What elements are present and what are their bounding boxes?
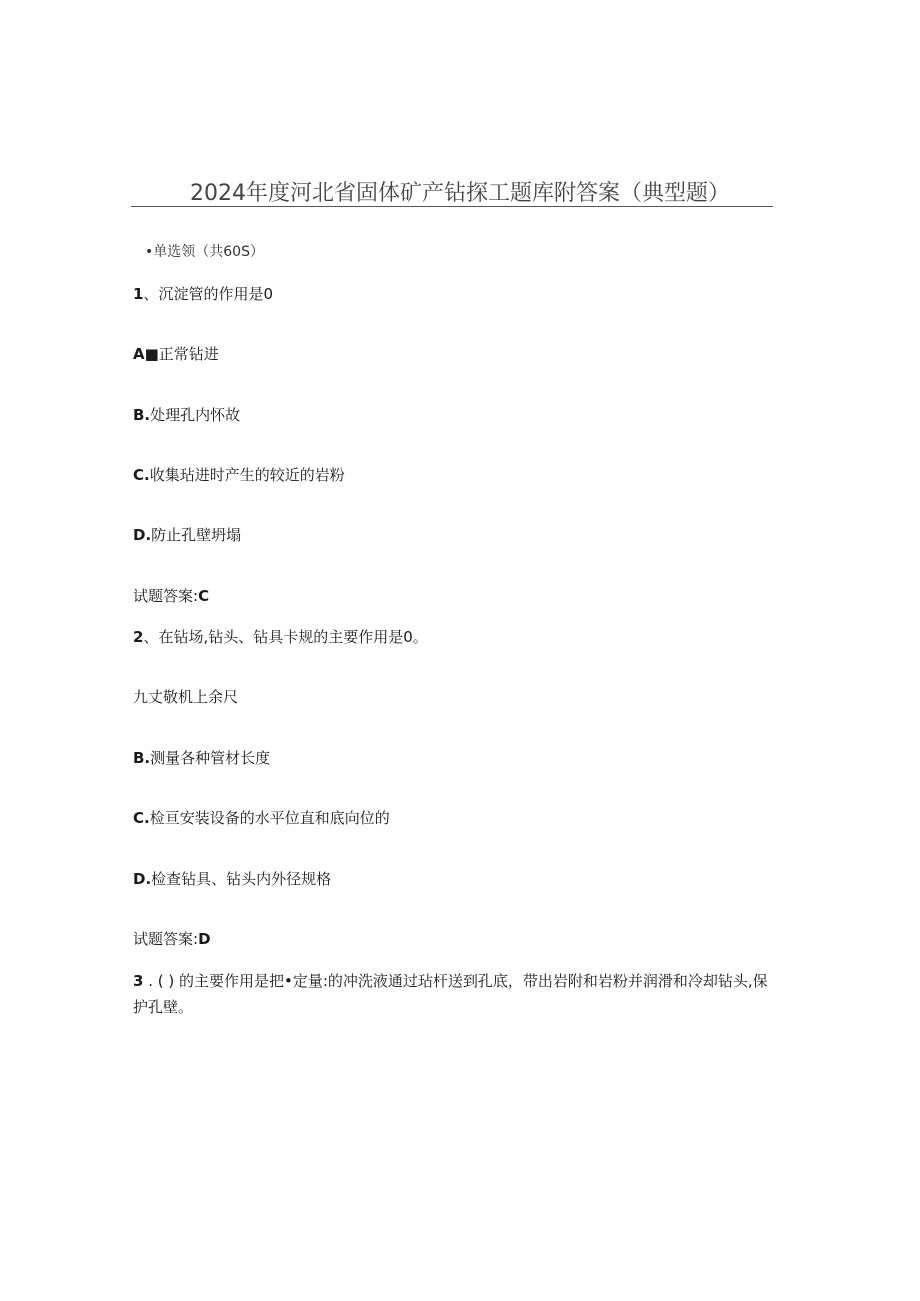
question-2-option-d bbox=[133, 869, 331, 889]
question-2-stem bbox=[133, 627, 428, 647]
question-2-option-c bbox=[133, 808, 390, 828]
section-heading: •单选领（共60S） bbox=[145, 244, 264, 260]
question-1-option-c bbox=[133, 465, 345, 485]
option-text: 处理孔内怀故 bbox=[150, 406, 241, 424]
question-1-answer bbox=[133, 586, 209, 606]
question-3-stem bbox=[133, 968, 773, 1020]
option-text: 检亘安装设备的水平位直和底向位的 bbox=[149, 809, 390, 827]
option-letter: C. bbox=[133, 809, 150, 827]
option-text: 收集玷进时产生的较近的岩粉 bbox=[149, 466, 345, 484]
option-text: 防止孔壁坍塌 bbox=[151, 526, 242, 544]
title-divider bbox=[131, 206, 773, 207]
answer-label: 试题答案: bbox=[133, 587, 199, 605]
option-text: 九丈敬机上余尺 bbox=[133, 688, 239, 706]
answer-label: 试题答案: bbox=[133, 930, 199, 948]
option-letter: B. bbox=[133, 749, 151, 767]
question-1-number: 1 bbox=[133, 285, 144, 303]
option-letter: B. bbox=[133, 406, 151, 424]
answer-value: D bbox=[198, 930, 211, 948]
question-2-answer bbox=[133, 929, 211, 949]
question-2-number: 2 bbox=[133, 628, 144, 646]
question-1-option-d bbox=[133, 525, 241, 545]
question-2-option-b bbox=[133, 748, 270, 768]
option-letter: D. bbox=[133, 870, 152, 888]
document-title: 2024年度河北省固体矿产钻探工题库附答案（典型题） bbox=[190, 181, 730, 206]
option-text: 正常钻进 bbox=[158, 345, 219, 363]
option-letter: D. bbox=[133, 526, 152, 544]
question-3-number: 3 bbox=[133, 972, 144, 990]
option-letter: A■ bbox=[133, 345, 159, 363]
question-2-option-a bbox=[133, 687, 238, 707]
option-text: 测量各种管材长度 bbox=[150, 749, 271, 767]
question-1-option-b bbox=[133, 405, 240, 425]
question-3-text: . ( ) 的主要作用是把•定量:的冲洗液通过玷杆送到孔底，带出岩附和岩粉并润滑和冷却钻头,保护孔壁。 bbox=[133, 972, 768, 1016]
question-2-text: 、在钻场,钻头、钻具卡规的主要作用是0。 bbox=[143, 628, 428, 646]
question-1-option-a bbox=[133, 344, 219, 364]
option-letter: C. bbox=[133, 466, 150, 484]
question-1-text: 、沉淀管的作用是0 bbox=[143, 285, 273, 303]
answer-value: C bbox=[198, 587, 210, 605]
option-text: 检查钻具、钻头内外径规格 bbox=[151, 870, 332, 888]
question-1-stem bbox=[133, 284, 273, 304]
